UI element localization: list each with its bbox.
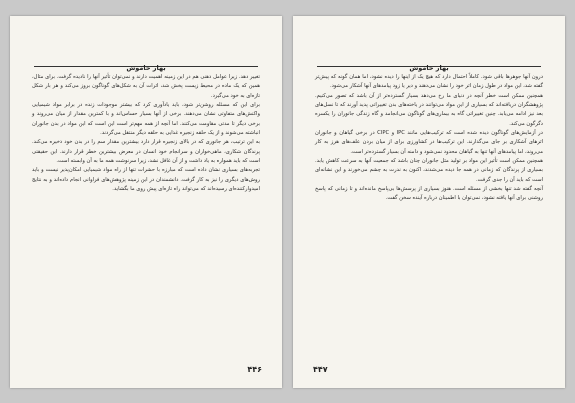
page-body [32,73,260,194]
page-number: ۴۴۷ [313,365,328,374]
running-header [317,54,541,72]
running-header [34,54,258,72]
paragraph: برای این که مسئله روشن‌تر شود، باید یادآوری کرد که بیشتر موجودات زنده در برابر مواد شیمیایی واکنش‌های متفاوتی نشان می‌دهند. برخی از آنها بسیار حساس‌اند و با کمترین مقدار از میان می‌روند و برخی دیگر تا مدتی مقاومت می‌کنند. اما آنچه از همه مهم‌تر است این است که این مواد در بدن جانوران انباشته می‌شوند و از یک حلقه زنجیره غذایی به حلقه دیگر منتقل می‌گردند. [32,102,260,137]
paragraph: درون آنها جوهرها باقی شود. کاملاً احتمال دارد که هیچ یک از اینها را دیده نشود، اما همان گونه که پیش‌تر گفته شد، این مواد در طول زمان اثر خود را نشان می‌دهند و دیر یا زود پیامدهای آنها آشکار می‌شود. [315,74,543,90]
right-page [293,16,565,388]
book-spread [10,16,565,388]
paragraph: همچنین ممکن است خطر آنچه در دنیای ما رخ می‌دهد بسیار گسترده‌تر از آن باشد که تصور می‌کنیم. پژوهشگران دریافته‌اند که بسیاری از این مواد می‌توانند در یاخته‌های بدن تغییراتی پدید آورند که تا نسل‌های بعد نیز ادامه می‌یابد. چنین تغییراتی گاه به بیماری‌های گوناگون می‌انجامد و گاه زندگی جانوران را یکسره دگرگون می‌کند. [315,92,543,127]
paragraph: تغییر دهد. زیرا عوامل ذهنی هم در این زمینه اهمیت دارند و نمی‌توان تأثیر آنها را نادیده گرفت. برای مثال، همین که یک ماده در محیط زیست پخش شد، اثرات آن به شکل‌های گوناگون بروز می‌کند و هر بار شکل تازه‌ای به خود می‌گیرد. [32,74,260,99]
paragraph: همچنین ممکن است تأثیر این مواد بر تولید مثل جانوران چنان باشد که جمعیت آنها به سرعت کاهش یابد. بسیاری از پرندگان که زمانی در همه جا دیده می‌شدند، اکنون به ندرت به چشم می‌خورند و این نشانه‌ای است که باید آن را جدی گرفت. [315,158,543,183]
paragraph: آنچه گفته شد تنها بخشی از مسئله است. هنوز بسیاری از پرسش‌ها بی‌پاسخ مانده‌اند و تا زمانی که پاسخ روشنی برای آنها یافته نشود، نمی‌توان با اطمینان درباره آینده سخن گفت. [315,186,543,202]
page-body [315,73,543,204]
paragraph: به این ترتیب، هر جانوری که در بالای زنجیره قرار دارد بیشترین مقدار سم را در بدن خود ذخیره می‌کند. پرندگان شکاری، ماهی‌خواران و سرانجام خود انسان در معرض بیشترین خطر قرار دارند. این حقیقتی است که باید همواره به یاد داشت و از آن غافل نشد، زیرا سرنوشت همه ما به آن وابسته است. [32,139,260,165]
paragraph: در آزمایش‌های گوناگون دیده شده است که ترکیب‌هایی مانند IPC و CIPC در برخی گیاهان و جانوران اثرهای آشکاری بر جای می‌گذارند. این ترکیب‌ها در کشاورزی برای از میان بردن علف‌های هرز به کار می‌روند، اما پیامدهای آنها تنها به گیاهان محدود نمی‌شود و دامنه آن بسیار گسترده‌تر است. [315,130,543,155]
left-page [10,16,282,388]
header-title: بهار خاموش [126,64,166,72]
paragraph: تجربه‌های بسیاری نشان داده است که مبارزه با حشرات تنها از راه مواد شیمیایی امکان‌پذیر نیست و باید روش‌های دیگری را نیز به کار گرفت. دانشمندان در این زمینه پژوهش‌های فراوانی انجام داده‌اند و به نتایج امیدوارکننده‌ای رسیده‌اند که می‌تواند راه تازه‌ای پیش روی ما بگشاید. [32,167,260,193]
header-title: بهار خاموش [409,64,449,72]
page-number: ۴۴۶ [247,365,262,374]
